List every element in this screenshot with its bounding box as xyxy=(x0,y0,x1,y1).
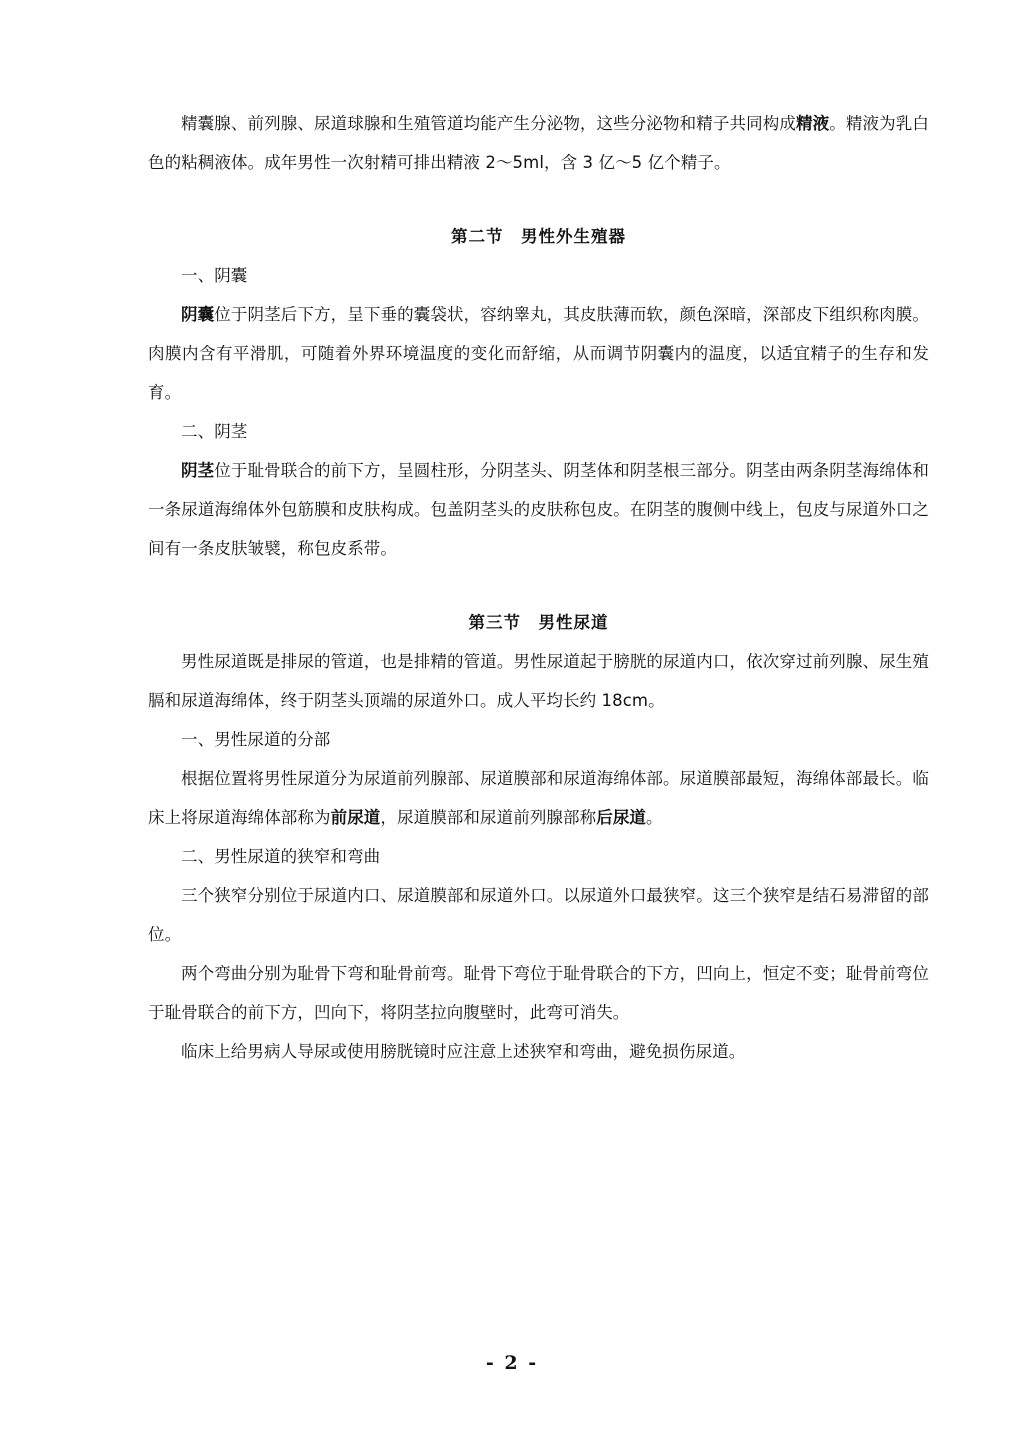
text-run: 精囊腺、前列腺、尿道球腺和生殖管道均能产生分泌物，这些分泌物和精子共同构成 xyxy=(181,114,797,133)
text-run: 根据位置将男性尿道分为尿道前列腺部、尿道膜部和尿道海绵体部。尿道膜部最短，海绵体部最长。临床上将尿道海绵体部称为 xyxy=(148,769,929,827)
term-penis: 阴茎 xyxy=(181,461,215,480)
term-anterior-urethra: 前尿道 xyxy=(330,808,381,827)
penis-paragraph xyxy=(148,451,929,568)
text-run: 。 xyxy=(646,808,663,827)
text-run: 位于阴茎后下方，呈下垂的囊袋状，容纳睾丸，其皮肤薄而软，颜色深暗，深部皮下组织称肉膜。肉膜内含有平滑肌，可随着外界环境温度的变化而舒缩，从而调节阴囊内的温度，以适宜精子的生存和发育。 xyxy=(148,305,929,402)
text-run: ，尿道膜部和尿道前列腺部称 xyxy=(380,808,597,827)
subheading-scrotum: 一、阴囊 xyxy=(181,266,248,285)
urethra-parts-paragraph xyxy=(148,759,929,837)
text-run: 位于耻骨联合的前下方，呈圆柱形，分阴茎头、阴茎体和阴茎根三部分。阴茎由两条阴茎海绵体和一条尿道海绵体外包筋膜和皮肤构成。包盖阴茎头的皮肤称包皮。在阴茎的腹侧中线上，包皮与尿道外口之间有一条皮肤皱襞，称包皮系带。 xyxy=(148,461,929,558)
subheading-penis: 二、阴茎 xyxy=(181,422,248,441)
text-run: 。精液为乳白色的粘稠液体。成年男性一次射精可排出精液 2～5ml，含 3 亿～5 亿个精子。 xyxy=(148,114,929,172)
term-semen: 精液 xyxy=(796,114,830,133)
section-3-title: 第三节 男性尿道 xyxy=(468,613,609,632)
page-content xyxy=(148,104,929,1071)
clinical-note-paragraph: 临床上给男病人导尿或使用膀胱镜时应注意上述狭窄和弯曲，避免损伤尿道。 xyxy=(181,1042,746,1061)
term-posterior-urethra: 后尿道 xyxy=(596,808,647,827)
subheading-urethra-parts: 一、男性尿道的分部 xyxy=(181,730,331,749)
term-scrotum: 阴囊 xyxy=(181,305,215,324)
page-number: - 2 - xyxy=(485,1352,539,1374)
section-gap xyxy=(148,568,929,603)
section-2-title: 第二节 男性外生殖器 xyxy=(451,227,626,246)
scrotum-paragraph xyxy=(148,295,929,412)
subheading-narrowings-curves: 二、男性尿道的狭窄和弯曲 xyxy=(181,847,381,866)
curves-paragraph: 两个弯曲分别为耻骨下弯和耻骨前弯。耻骨下弯位于耻骨联合的下方，凹向上，恒定不变；耻骨前弯位于耻骨联合的前下方，凹向下，将阴茎拉向腹壁时，此弯可消失。 xyxy=(148,964,929,1022)
urethra-intro-paragraph: 男性尿道既是排尿的管道，也是排精的管道。男性尿道起于膀胱的尿道内口，依次穿过前列腺、尿生殖膈和尿道海绵体，终于阴茎头顶端的尿道外口。成人平均长约 18cm。 xyxy=(148,652,929,710)
section-gap xyxy=(148,182,929,217)
narrowings-paragraph: 三个狭窄分别位于尿道内口、尿道膜部和尿道外口。以尿道外口最狭窄。这三个狭窄是结石易滞留的部位。 xyxy=(148,886,929,944)
intro-paragraph xyxy=(148,104,929,182)
